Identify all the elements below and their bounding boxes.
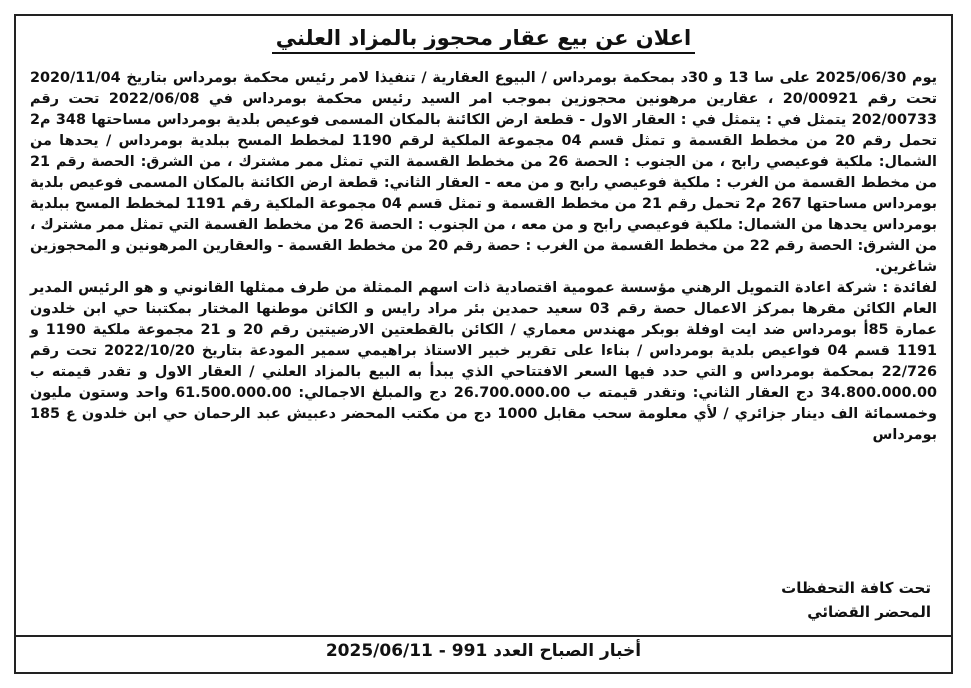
signature-bailiff: المحضر القضائي [807,603,931,621]
signature-block [781,576,931,624]
title-wrapper [16,26,951,54]
publication-footer: أخبار الصباح العدد 991 - 2025/06/11 [325,641,642,661]
notice-paragraph-2: لفائدة : شركة اعادة التمويل الرهني مؤسسة عمومية اقتصادية ذات اسهم الممثلة من طرف ممثلها القانوني و هو الرئيس المدير العام الكائن مقرها بمركز الاعمال حصة رقم 03 سعيد حمدين بئر مراد رايس و الكائن موطنها المختار بمكتبنا حي ابن خلدون عمارة 85أ بومرداس ضد ايت اوفلة بوبكر مهندس معماري / الكائن بالقطعتين الارضيتين رقم 20 و 21 مجموعة ملكية 1190 و 1191 قسم 04 فواعيص بلدية بومرداس / بناءا على تقرير خبير الاستاذ براهيمي سمير المودعة بتاريخ 2022/10/20 تحت رقم 22/726 بمحكمة بومرداس و التي حدد فيها السعر الافتتاحي الذي يبدأ به البيع بالمزاد العلني / العقار الاول و تقدر قيمته ب 34.800.000.00 دج العقار الثاني: وتقدر قيمته ب 26.700.000.00 دج والمبلغ الاجمالي: 61.500.000.00 واحد وستون مليون وخمسمائة الف دينار جزائري / لأي معلومة سحب مقابل 1000 دج من مكتب المحضر دعبيش عبد الرحمان حي ابن خلدون ع 185 بومرداس [30,280,938,443]
footer-divider [16,635,951,637]
notice-body [30,68,937,446]
notice-paragraph-1: يوم 2025/06/30 على سا 13 و 30د بمحكمة بومرداس / البيوع العقارية / تنفيذا لامر رئيس محكمة بومرداس بتاريخ 2020/11/04 تحت رقم 20/00921 ، عقارين مرهونين محجوزين بموجب امر السيد رئيس محكمة بومرداس في 2022/06/08 تحت رقم 202/00733 يتمثل في : يتمثل في : العقار الاول - قطعة ارض الكائنة بالمكان المسمى فوعيص بلدية بومرداس مساحتها 348 م2 تحمل رقم 20 من مخطط القسمة و تمثل قسم 04 مجموعة الملكية لرقم 1190 لمخطط المسح ببلدية بومرداس / يحدها من الشمال: ملكية فوعيصي رابح ، من الجنوب : الحصة 26 من مخطط القسمة التي تمثل ممر مشترك ، من الشرق: الحصة رقم 21 من مخطط القسمة من الغرب : ملكية فوعيصي رابح و من معه - العقار الثاني: قطعة ارض الكائنة بالمكان المسمى فوعيص بلدية بومرداس مساحتها 267 م2 تحمل رقم 21 من مخطط القسمة و تمثل قسم 04 مجموعة الملكية رقم 1191 لمخطط المسح ببلدية بومرداس يحدها من الشمال: ملكية فوعيصي رابح و من معه ، من الجنوب : الحصة 26 من مخطط القسمة التي تمثل ممر مشترك ، من الشرق: الحصة رقم 22 من مخطط القسمة من الغرب : حصة رقم 20 من مخطط القسمة - والعقارين المرهونين و المحجوزين شاغرين. [30,70,938,275]
notice-title: اعلان عن بيع عقار محجوز بالمزاد العلني [272,26,695,54]
notice-frame [14,14,953,674]
signature-reservations: تحت كافة التحفظات [781,579,931,597]
